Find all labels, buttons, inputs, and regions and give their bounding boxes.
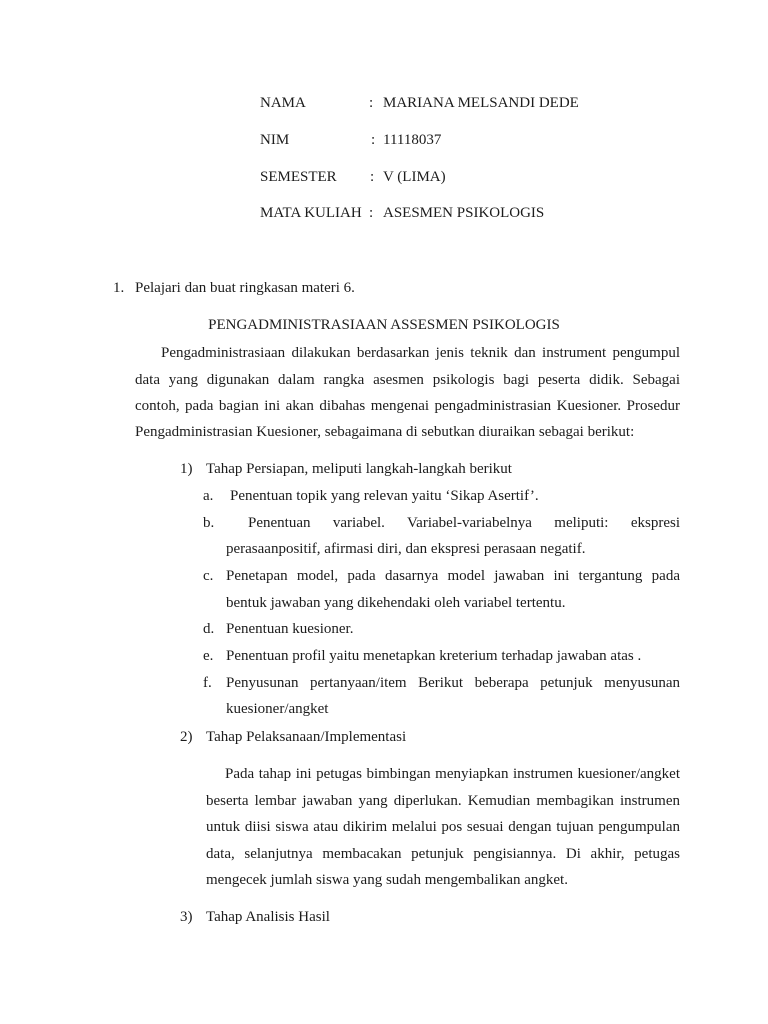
paragraph-line: beserta lembar jawaban yang diperlukan. Kemudian membagikan instrumen bbox=[206, 793, 680, 809]
paragraph-line: contoh, pada bagian ini akan dibahas mengenai pengadministrasian Kuesioner. Prosedur bbox=[135, 398, 680, 414]
header-value: ASESMEN PSIKOLOGIS bbox=[383, 205, 545, 221]
sub-item-line: Penentuan kuesioner. bbox=[226, 621, 354, 637]
stage-number: 2) bbox=[180, 729, 193, 745]
sub-item-line: Penetapan model, pada dasarnya model jawaban ini tergantung pada bbox=[226, 568, 680, 584]
section-title: PENGADMINISTRASIAAN ASSESMEN PSIKOLOGIS bbox=[208, 317, 560, 333]
paragraph-line: untuk diisi siswa atau dikirim melalui pos sesuai dengan tujuan pengumpulan bbox=[206, 819, 680, 835]
header-label: NIM bbox=[260, 132, 290, 148]
stage-number: 1) bbox=[180, 461, 193, 477]
header-value: V (LIMA) bbox=[383, 169, 446, 185]
header-separator: : bbox=[371, 132, 376, 148]
sub-item-line: Penyusunan pertanyaan/item Berikut beberapa petunjuk menyusunan bbox=[226, 675, 680, 691]
task-text: Pelajari dan buat ringkasan materi 6. bbox=[135, 280, 355, 296]
sub-item-line: kuesioner/angket bbox=[226, 701, 329, 717]
stage-title: Tahap Analisis Hasil bbox=[206, 909, 330, 925]
paragraph-line: Pengadministrasian Kuesioner, sebagaimana di sebutkan diuraikan sebagai berikut: bbox=[135, 424, 635, 440]
stage-number: 3) bbox=[180, 909, 193, 925]
paragraph-line: data, selanjutnya membacakan petunjuk pengisiannya. Di akhir, petugas bbox=[206, 846, 680, 862]
sub-item-line: perasaanpositif, afirmasi diri, dan ekspresi perasaan negatif. bbox=[226, 541, 586, 557]
task-number: 1. bbox=[113, 280, 125, 296]
stage-title: Tahap Persiapan, meliputi langkah-langkah berikut bbox=[206, 461, 512, 477]
stage-title: Tahap Pelaksanaan/Implementasi bbox=[206, 729, 407, 745]
sub-item-marker: f. bbox=[203, 675, 212, 691]
sub-item-marker: c. bbox=[203, 568, 214, 584]
sub-item-line: Penentuan variabel. Variabel-variabelnya meliputi: ekspresi bbox=[248, 515, 680, 531]
sub-item-marker: b. bbox=[203, 515, 215, 531]
sub-item-line: bentuk jawaban yang dikehendaki oleh variabel tertentu. bbox=[226, 595, 566, 611]
header-separator: : bbox=[370, 169, 375, 185]
header-value: MARIANA MELSANDI DEDE bbox=[383, 95, 579, 111]
sub-item-line: Penentuan topik yang relevan yaitu ‘Sikap Asertif’. bbox=[230, 488, 539, 504]
header-separator: : bbox=[369, 205, 374, 221]
paragraph-line: Pengadministrasiaan dilakukan berdasarkan jenis teknik dan instrument pengumpul bbox=[161, 345, 680, 361]
paragraph-line: Pada tahap ini petugas bimbingan menyiapkan instrumen kuesioner/angket bbox=[225, 766, 680, 782]
header-label: MATA KULIAH bbox=[260, 205, 362, 221]
sub-item-marker: e. bbox=[203, 648, 214, 664]
sub-item-marker: d. bbox=[203, 621, 215, 637]
paragraph-line: data yang digunakan dalam rangka asesmen psikologis bagi peserta didik. Sebagai bbox=[135, 372, 680, 388]
sub-item-marker: a. bbox=[203, 488, 214, 504]
paragraph-line: mengecek jumlah siswa yang sudah mengembalikan angket. bbox=[206, 872, 568, 888]
sub-item-line: Penentuan profil yaitu menetapkan kreterium terhadap jawaban atas . bbox=[226, 648, 642, 664]
header-separator: : bbox=[369, 95, 374, 111]
header-label: NAMA bbox=[260, 95, 306, 111]
header-label: SEMESTER bbox=[260, 169, 337, 185]
header-value: 11118037 bbox=[383, 132, 442, 148]
